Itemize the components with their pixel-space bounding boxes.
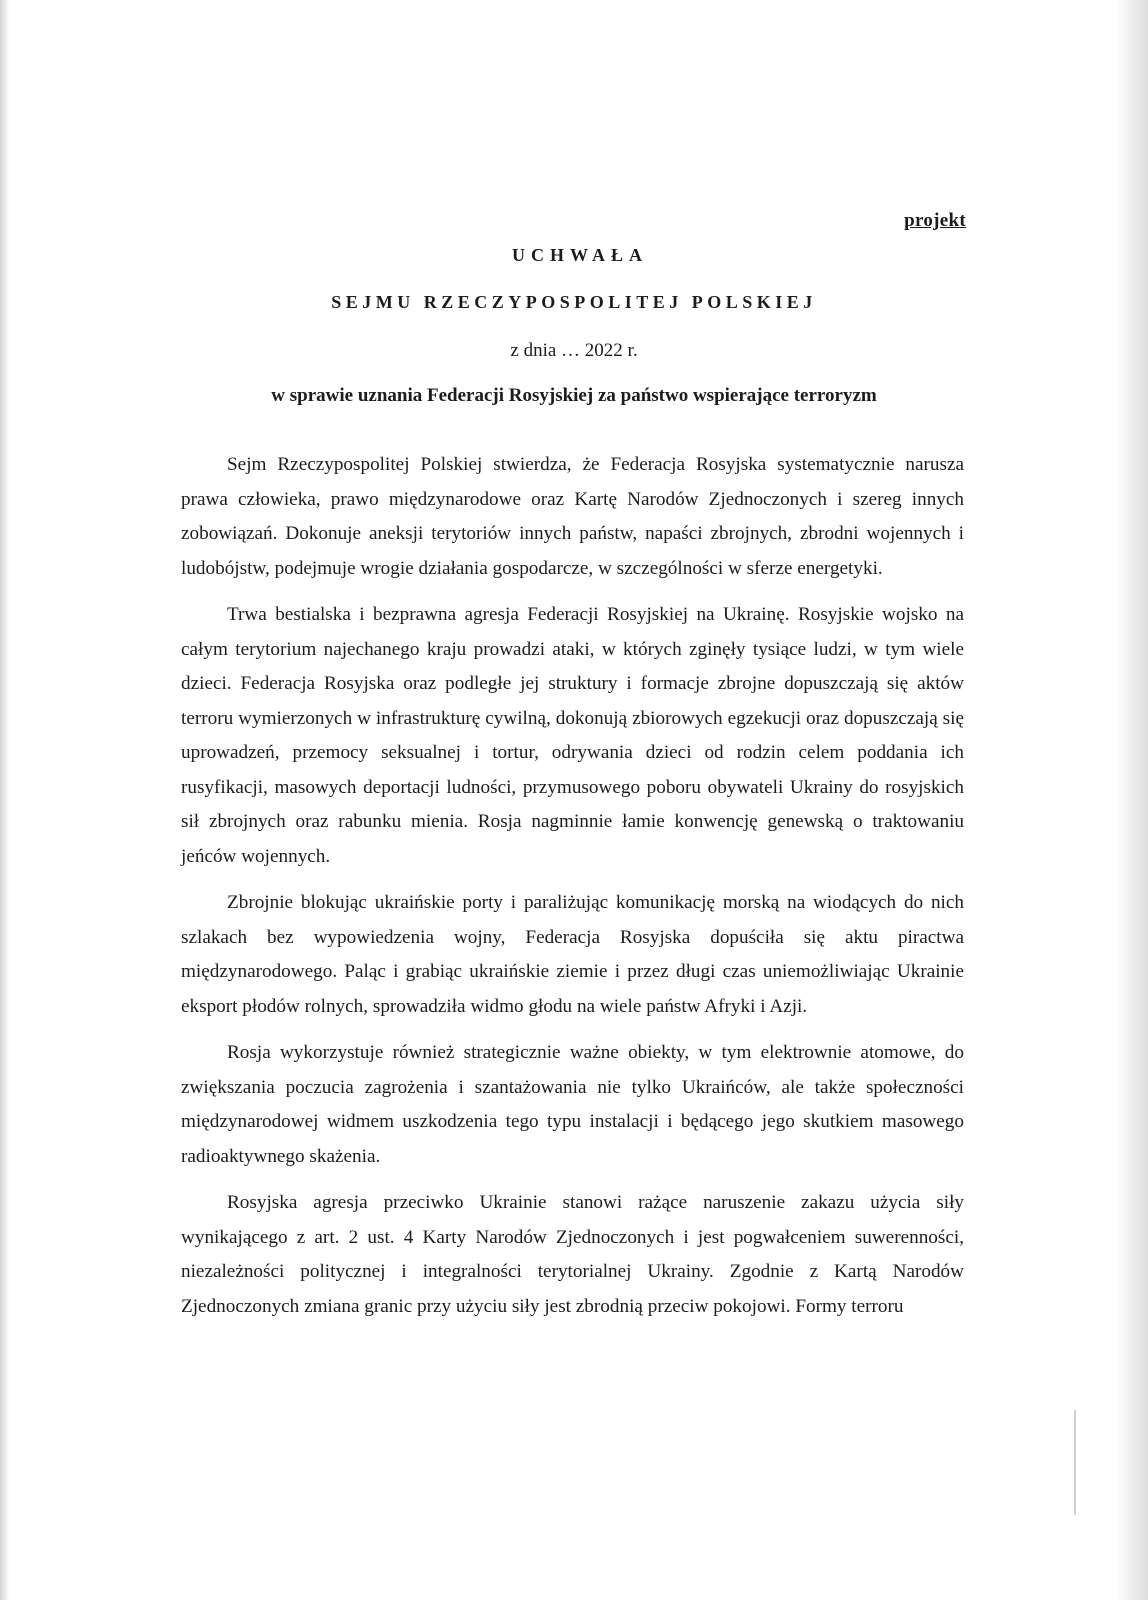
document-body <box>181 448 964 1336</box>
page-left-edge-shadow <box>0 0 10 1600</box>
project-label: projekt <box>904 210 966 231</box>
body-paragraph-2: Trwa bestialska i bezprawna agresja Federacji Rosyjskiej na Ukrainę. Rosyjskie wojsko na całym terytorium najechanego kraju prowadzi ataki, w których zginęły tysiące ludzi, w tym wiele dzieci. Federacja Rosyjska oraz podległe jej struktury i formacje zbrojne dopuszczają się aktów terroru wymierzonych w infrastrukturę cywilną, dokonują zbiorowych egzekucji oraz dopuszczają się uprowadzeń, przemocy seksualnej i tortur, odrywania dzieci od rodzin celem poddania ich rusyfikacji, masowych deportacji ludności, przymusowego poboru obywateli Ukrainy do rosyjskich sił zbrojnych oraz rabunku mienia. Rosja nagminnie łamie konwencję genewską o traktowaniu jeńców wojennych. <box>181 604 964 867</box>
page-right-edge-shadow <box>1116 0 1148 1600</box>
document-date: z dnia … 2022 r. <box>510 340 638 361</box>
body-paragraph-5: Rosyjska agresja przeciwko Ukrainie stanowi rażące naruszenie zakazu użycia siły wynikającego z art. 2 ust. 4 Karty Narodów Zjednoczonych i jest pogwałceniem suwerenności, niezależności politycznej i integralności terytorialnej Ukrainy. Zgodnie z Kartą Narodów Zjednoczonych zmiana granic przy użyciu siły jest zbrodnią przeciw pokojowi. Formy terroru <box>181 1192 964 1317</box>
page-edge-mark <box>1074 1410 1076 1515</box>
document-title: UCHWAŁA <box>511 245 648 265</box>
body-paragraph-4: Rosja wykorzystuje również strategicznie ważne obiekty, w tym elektrownie atomowe, do zwiększania poczucia zagrożenia i szantażowania nie tylko Ukraińców, ale także społeczności międzynarodowej widmem uszkodzenia tego typu instalacji i będącego jego skutkiem masowego radioaktywnego skażenia. <box>181 1042 964 1167</box>
document-issuer: SEJMU RZECZYPOSPOLITEJ POLSKIEJ <box>331 292 817 312</box>
document-subject: w sprawie uznania Federacji Rosyjskiej za państwo wspierające terroryzm <box>271 385 877 406</box>
body-paragraph-3: Zbrojnie blokując ukraińskie porty i paraliżując komunikację morską na wiodących do nich szlakach bez wypowiedzenia wojny, Federacja Rosyjska dopuściła się aktu piractwa międzynarodowego. Paląc i grabiąc ukraińskie ziemie i przez długi czas uniemożliwiając Ukrainie eksport płodów rolnych, sprowadziła widmo głodu na wiele państw Afryki i Azji. <box>181 892 964 1017</box>
body-paragraph-1: Sejm Rzeczypospolitej Polskiej stwierdza, że Federacja Rosyjska systematycznie narusza prawa człowieka, prawo międzynarodowe oraz Kartę Narodów Zjednoczonych i szereg innych zobowiązań. Dokonuje aneksji terytoriów innych państw, napaści zbrojnych, zbrodni wojennych i ludobójstw, podejmuje wrogie działania gospodarcze, w szczególności w sferze energetyki. <box>181 454 964 579</box>
